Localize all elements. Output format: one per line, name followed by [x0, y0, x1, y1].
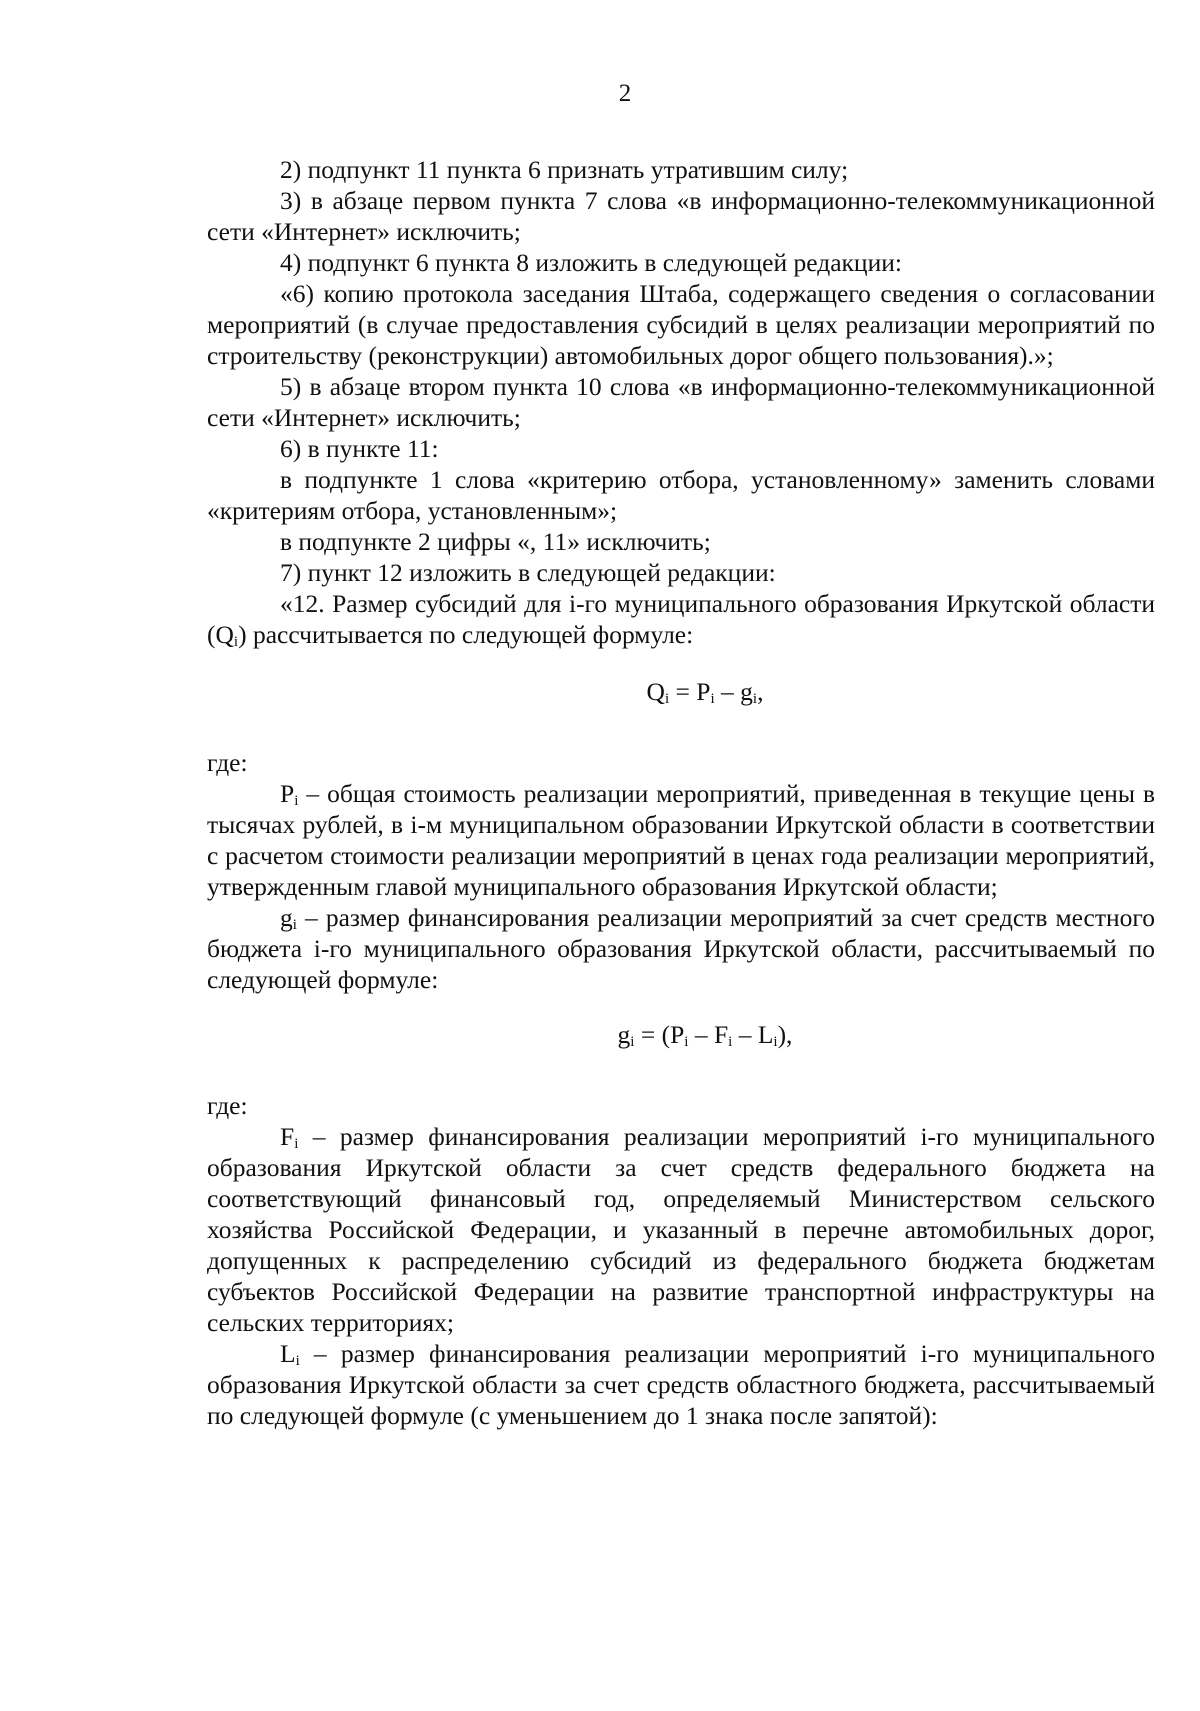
paragraph-item-4: 4) подпункт 6 пункта 8 изложить в следующей редакции:: [280, 248, 902, 277]
symbol-l: L: [280, 1339, 296, 1368]
operator-equals: = (: [634, 1020, 671, 1049]
subscript-i: i: [294, 1136, 299, 1152]
definition-p-text: – общая стоимость реализации мероприятий, приведенная в текущие цены в тысячах рублей, в i-м муниципальном образовании Иркутской области в соответствии с расчетом стоимости реализации мероприятий в ценах года реализации мероприятий, утвержденным главой муниципального образования Иркутской области;: [207, 779, 1155, 901]
where-label: где:: [207, 748, 248, 777]
symbol-p: P: [696, 677, 711, 706]
paragraph-item-5: 5) в абзаце втором пункта 10 слова «в информационно-телекоммуникационной сети «Интернет» исключить;: [207, 372, 1155, 432]
subscript-i: i: [684, 1034, 689, 1050]
paragraph-item-3: 3) в абзаце первом пункта 7 слова «в информационно-телекоммуникационной сети «Интернет» исключить;: [207, 186, 1155, 246]
point-12-text-start: «12. Размер субсидий для i-го муниципального образования Иркутской области (Q: [207, 589, 1155, 649]
paragraph-item-2: 2) подпункт 11 пункта 6 признать утратившим силу;: [280, 155, 849, 184]
subscript-i: i: [773, 1034, 778, 1050]
symbol-f: F: [713, 1020, 729, 1049]
operator-minus: –: [714, 677, 741, 706]
formula-q: [207, 676, 1155, 707]
subscript-i: i: [728, 1034, 733, 1050]
paragraph-item-6: 6) в пункте 11:: [280, 434, 439, 463]
definition-f: [207, 1121, 1155, 1338]
definition-p: [207, 778, 1155, 902]
paragraph-subpoint-1: в подпункте 1 слова «критерию отбора, установленному» заменить словами «критериям отбора, установленным»;: [207, 465, 1155, 525]
definition-g: [207, 902, 1155, 995]
subscript-i: i: [233, 634, 239, 650]
operator-minus: –: [732, 1020, 758, 1049]
paragraph-point-12: [207, 588, 1155, 650]
operator-minus: –: [688, 1020, 714, 1049]
formula-g: [207, 1019, 1155, 1050]
symbol-g: g: [740, 677, 753, 706]
where-label: где:: [207, 1091, 248, 1120]
symbol-q: Q: [646, 677, 665, 706]
subscript-i: i: [292, 917, 297, 933]
subscript-i: i: [630, 1034, 635, 1050]
subscript-i: i: [664, 691, 670, 707]
subscript-i: i: [710, 691, 715, 707]
symbol-l: L: [757, 1020, 774, 1049]
definition-f-text: – размер финансирования реализации мероприятий i-го муниципального образования Иркутской области за счет средств федерального бюджета на соответствующий финансовый год, определяемый Министерством сельского хозяйства Российской Федерации, и указанный в перечне автомобильных дорог, допущенных к распределению субсидий из федерального бюджета бюджетам субъектов Российской Федерации на развитие транспортной инфраструктуры на сельских территориях;: [207, 1122, 1155, 1337]
symbol-f: F: [280, 1122, 295, 1151]
point-12-text-end: ) рассчитывается по следующей формуле:: [238, 620, 694, 649]
formula-tail: ,: [757, 677, 764, 706]
subscript-i: i: [294, 793, 299, 809]
subscript-i: i: [752, 691, 758, 707]
document-body: [207, 154, 1155, 1431]
paragraph-subitem-6-text: «6) копию протокола заседания Штаба, содержащего сведения о согласовании мероприятий (в случае предоставления субсидий в целях реализации мероприятий по строительству (реконструкции) автомобильных дорог общего пользования).»;: [207, 279, 1155, 370]
symbol-g: g: [617, 1020, 631, 1049]
definition-g-text: – размер финансирования реализации мероприятий за счет средств местного бюджета i-го муниципального образования Иркутской области, рассчитываемый по следующей формуле:: [207, 903, 1155, 994]
formula-tail: ),: [777, 1020, 793, 1049]
paragraph-item-7: 7) пункт 12 изложить в следующей редакции:: [280, 558, 776, 587]
definition-l-text: – размер финансирования реализации мероприятий i-го муниципального образования Иркутской области за счет средств областного бюджета, рассчитываемый по следующей формуле (с уменьшением до 1 знака после запятой):: [207, 1339, 1155, 1430]
subscript-i: i: [295, 1353, 300, 1369]
symbol-p: P: [670, 1020, 685, 1049]
symbol-p: P: [280, 779, 295, 808]
symbol-g: g: [280, 903, 293, 932]
paragraph-subpoint-2: в подпункте 2 цифры «, 11» исключить;: [280, 527, 711, 556]
page-number: 2: [618, 80, 632, 107]
operator-equals: =: [669, 677, 697, 706]
definition-l: [207, 1338, 1155, 1431]
